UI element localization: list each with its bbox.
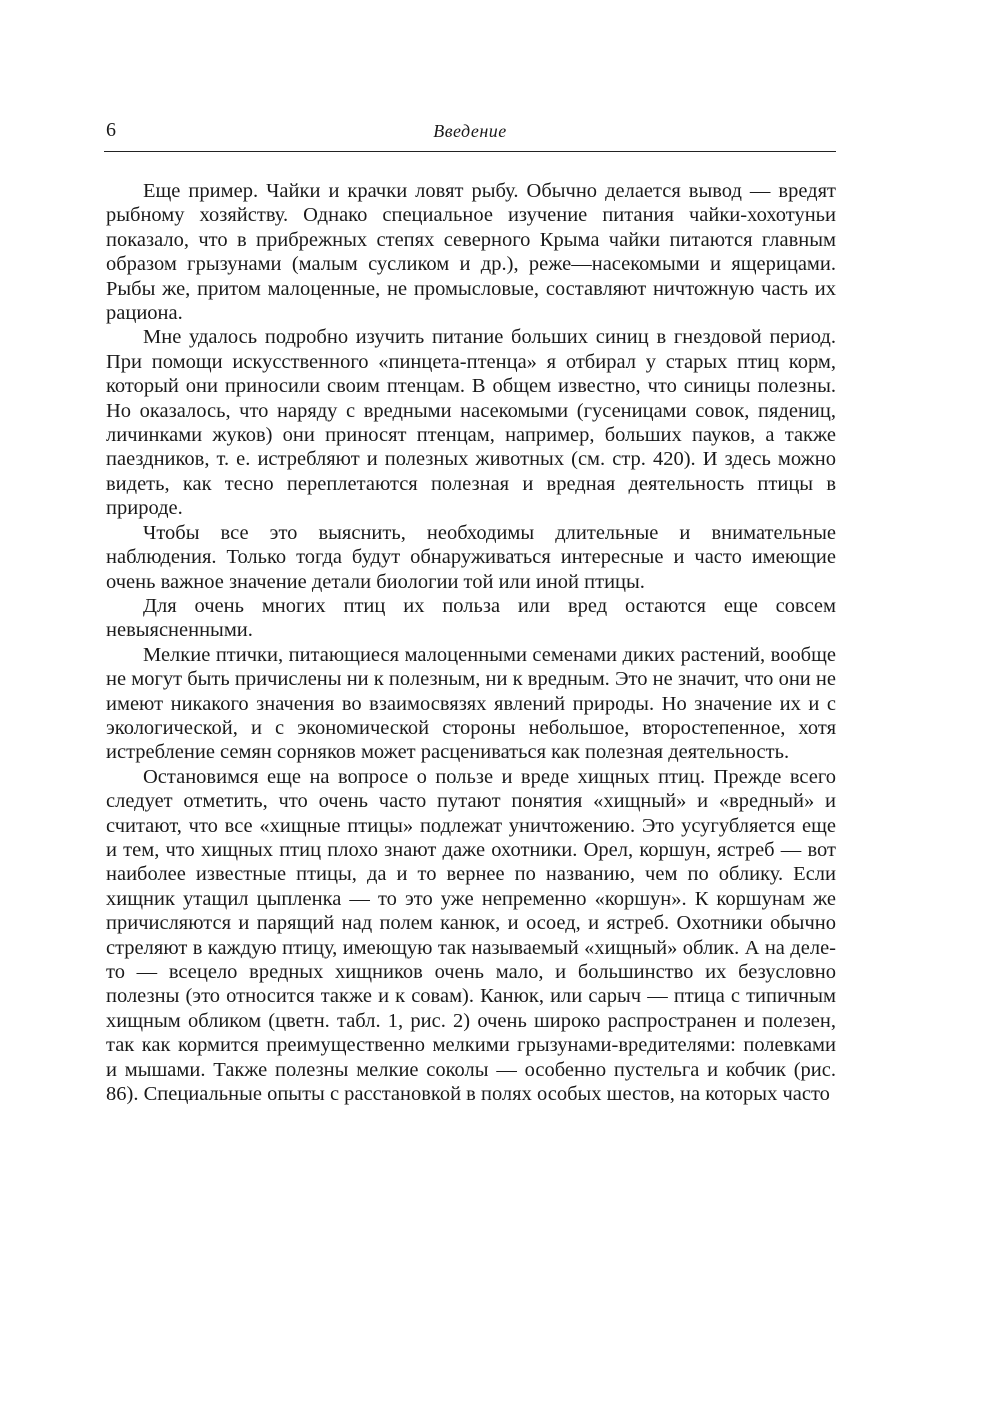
paragraph: Мелкие птички, питающиеся малоценными семенами диких растений, вообще не могут быть причислены ни к полезным, ни к вредным. Это не значит, что они не имеют никакого значения во взаимосвязях явлений природы. Но значение их и с экологической, и с экономической стороны небольшое, второстепенное, хотя истребление семян сорняков может расцениваться как полезная деятельность. xyxy=(106,643,836,764)
paragraph: Остановимся еще на вопросе о пользе и вреде хищных птиц. Прежде всего следует отметить, что очень часто путают понятия «хищный» и «вредный» и считают, что все «хищные птицы» подлежат уничтожению. Это усугубляется еще и тем, что хищных птиц плохо знают даже охотники. Орел, коршун, ястреб — вот наиболее известные птицы, да и то вернее по названию, чем по облику. Если хищник утащил цыпленка — то это уже непременно «коршун». К коршунам же причисляются и парящий над полем канюк, и осоед, и ястреб. Охотники обычно стреляют в каждую птицу, имеющую так называемый «хищный» облик. А на деле-то — всецело вредных хищников очень мало, и большинство их безусловно полезны (это относится также и к совам). Канюк, или сарыч — птица с типичным хищным обликом (цветн. табл. 1, рис. 2) очень широко распространен и полезен, так как кормится преимущественно мелкими грызунами-вредителями: полевками и мышами. Также полезны мелкие соколы — особенно пустельга и кобчик (рис. 86). Специальные опыты с расстановкой в полях особых шестов, на которых часто xyxy=(106,765,836,1106)
page-number: 6 xyxy=(106,119,116,141)
paragraph: Еще пример. Чайки и крачки ловят рыбу. Обычно делается вывод — вредят рыбному хозяйству. Однако специальное изучение питания чайки-хохотуньи показало, что в прибрежных степях северного Крыма чайки питаются главным образом грызунами (малым сусликом и др.), реже—насекомыми и ящерицами. Рыбы же, притом малоценные, не промысловые, составляют ничтожную часть их рациона. xyxy=(106,180,836,325)
paragraph: Для очень многих птиц их польза или вред остаются еще совсем невыясненными. xyxy=(106,594,836,642)
body-text xyxy=(106,179,836,1106)
chapter-title: Введение xyxy=(433,121,507,141)
running-head xyxy=(104,119,836,149)
header-rule xyxy=(104,151,836,152)
paragraph: Чтобы все это выяснить, необходимы длительные и внимательные наблюдения. Только тогда будут обнаруживаться интересные и часто имеющие очень важное значение детали биологии той или иной птицы. xyxy=(106,521,836,593)
paragraph: Мне удалось подробно изучить питание больших синиц в гнездовой период. При помощи искусственного «пинцета-птенца» я отбирал у старых птиц корм, который они приносили своим птенцам. В общем известно, что синицы полезны. Но оказалось, что наряду с вредными насекомыми (гусеницами совок, пядениц, личинками жуков) они приносят птенцам, например, больших пауков, а также паездников, т. е. истребляют и полезных животных (см. стр. 420). И здесь можно видеть, как тесно переплетаются полезная и вредная деятельность птицы в природе. xyxy=(106,326,836,520)
